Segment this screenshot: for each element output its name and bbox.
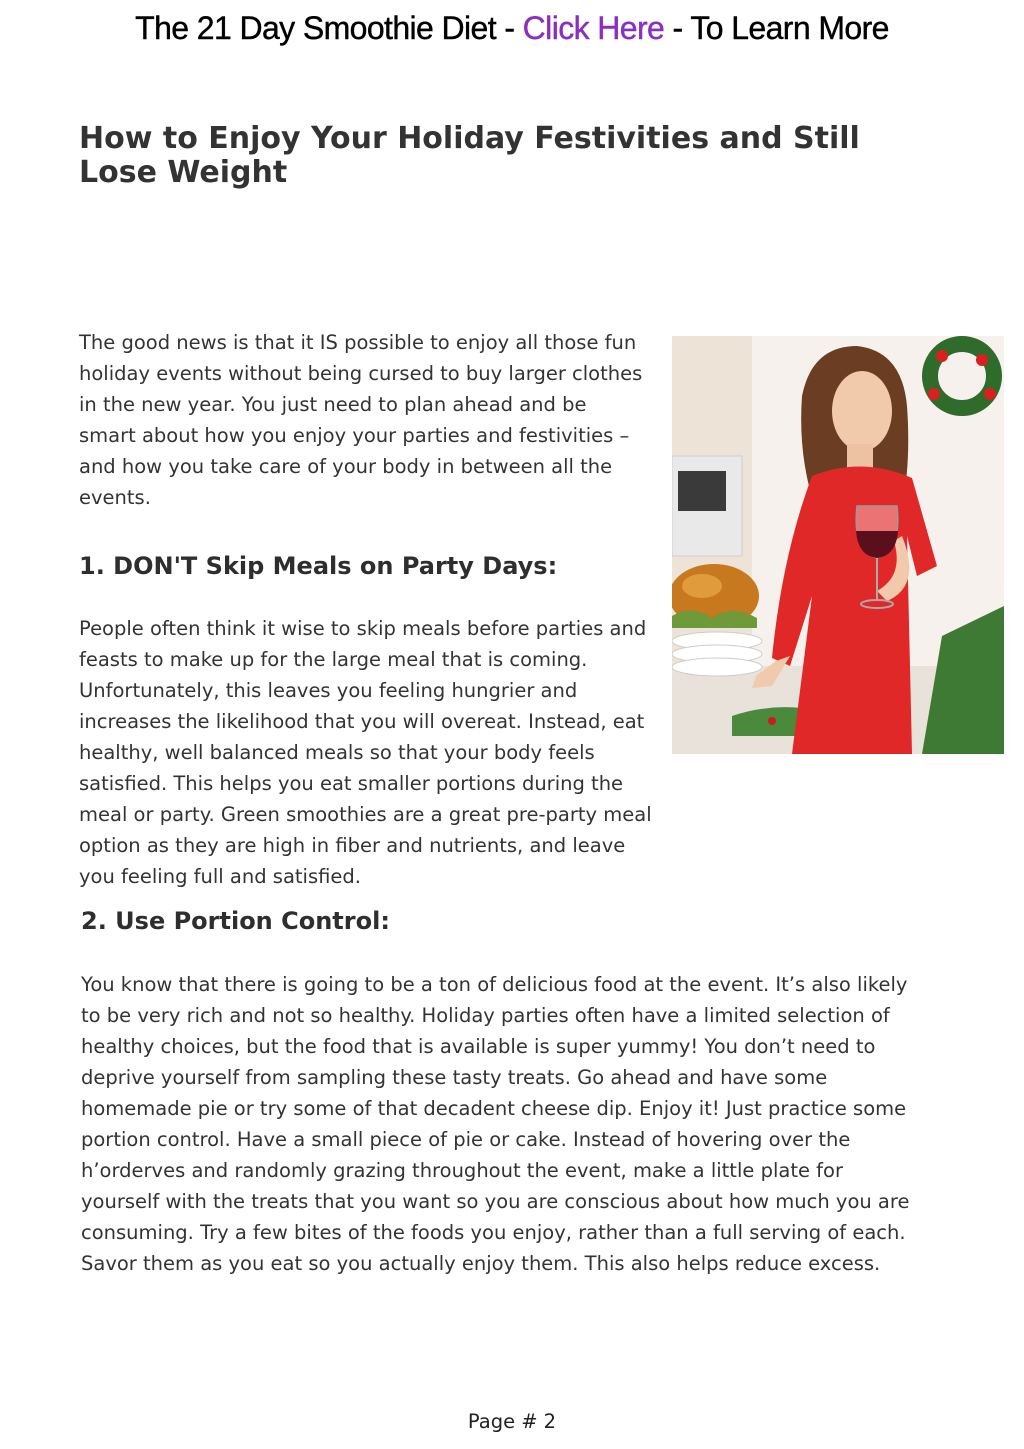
section-1-heading: 1. DON'T Skip Meals on Party Days:	[79, 552, 558, 580]
page-label: Page #	[467, 1410, 538, 1433]
section-2-body: You know that there is going to be a ton of delicious food at the event. It’s also likely to be very rich and not so healthy. Holiday parties often have a limited selection of healthy choices, but the food that is available is super yummy! You don’t need to deprive yourself from sampling these tasty treats. Go ahead and have some homemade pie or try some of that decadent cheese dip. Enjoy it! Just practice some portion control. Have a small piece of pie or cake. Instead of hovering over the h’orderves and randomly grazing throughout the event, make a little plate for yourself with the treats that you want so you are conscious about how much you are consuming. Try a few bites of the foods you enjoy, rather than a full serving of each. Savor them as you eat so you actually enjoy them. This also helps reduce excess.	[81, 973, 910, 1275]
article-title: How to Enjoy Your Holiday Festivities and Still Lose Weight	[79, 121, 860, 190]
banner-prefix: The 21 Day Smoothie Diet -	[135, 10, 523, 46]
woman-holding-wine-glass-photo	[672, 336, 1004, 754]
page-number	[0, 1410, 1024, 1433]
intro-paragraph: The good news is that it IS possible to enjoy all those fun holiday events without being cursed to buy larger clothes in the new year. You just need to plan ahead and be smart about how you enjoy your parties and festivities – and how you take care of your body in between all the events.	[79, 331, 643, 509]
section-2-heading: 2. Use Portion Control:	[81, 907, 390, 935]
section-1-body: People often think it wise to skip meals before parties and feasts to make up for the large meal that is coming. Unfortunately, this leaves you feeling hungrier and increases the likelihood that you will overeat. Instead, eat healthy, well balanced meals so that your body feels satisfied. This helps you eat smaller portions during the meal or party. Green smoothies are a great pre-party meal option as they are high in fiber and nutrients, and leave you feeling full and satisfied.	[79, 617, 652, 888]
banner-suffix: - To Learn More	[664, 10, 889, 46]
click-here-link[interactable]: Click Here	[522, 10, 665, 46]
page-number-value: 2	[543, 1410, 557, 1433]
promo-banner	[0, 10, 1024, 47]
